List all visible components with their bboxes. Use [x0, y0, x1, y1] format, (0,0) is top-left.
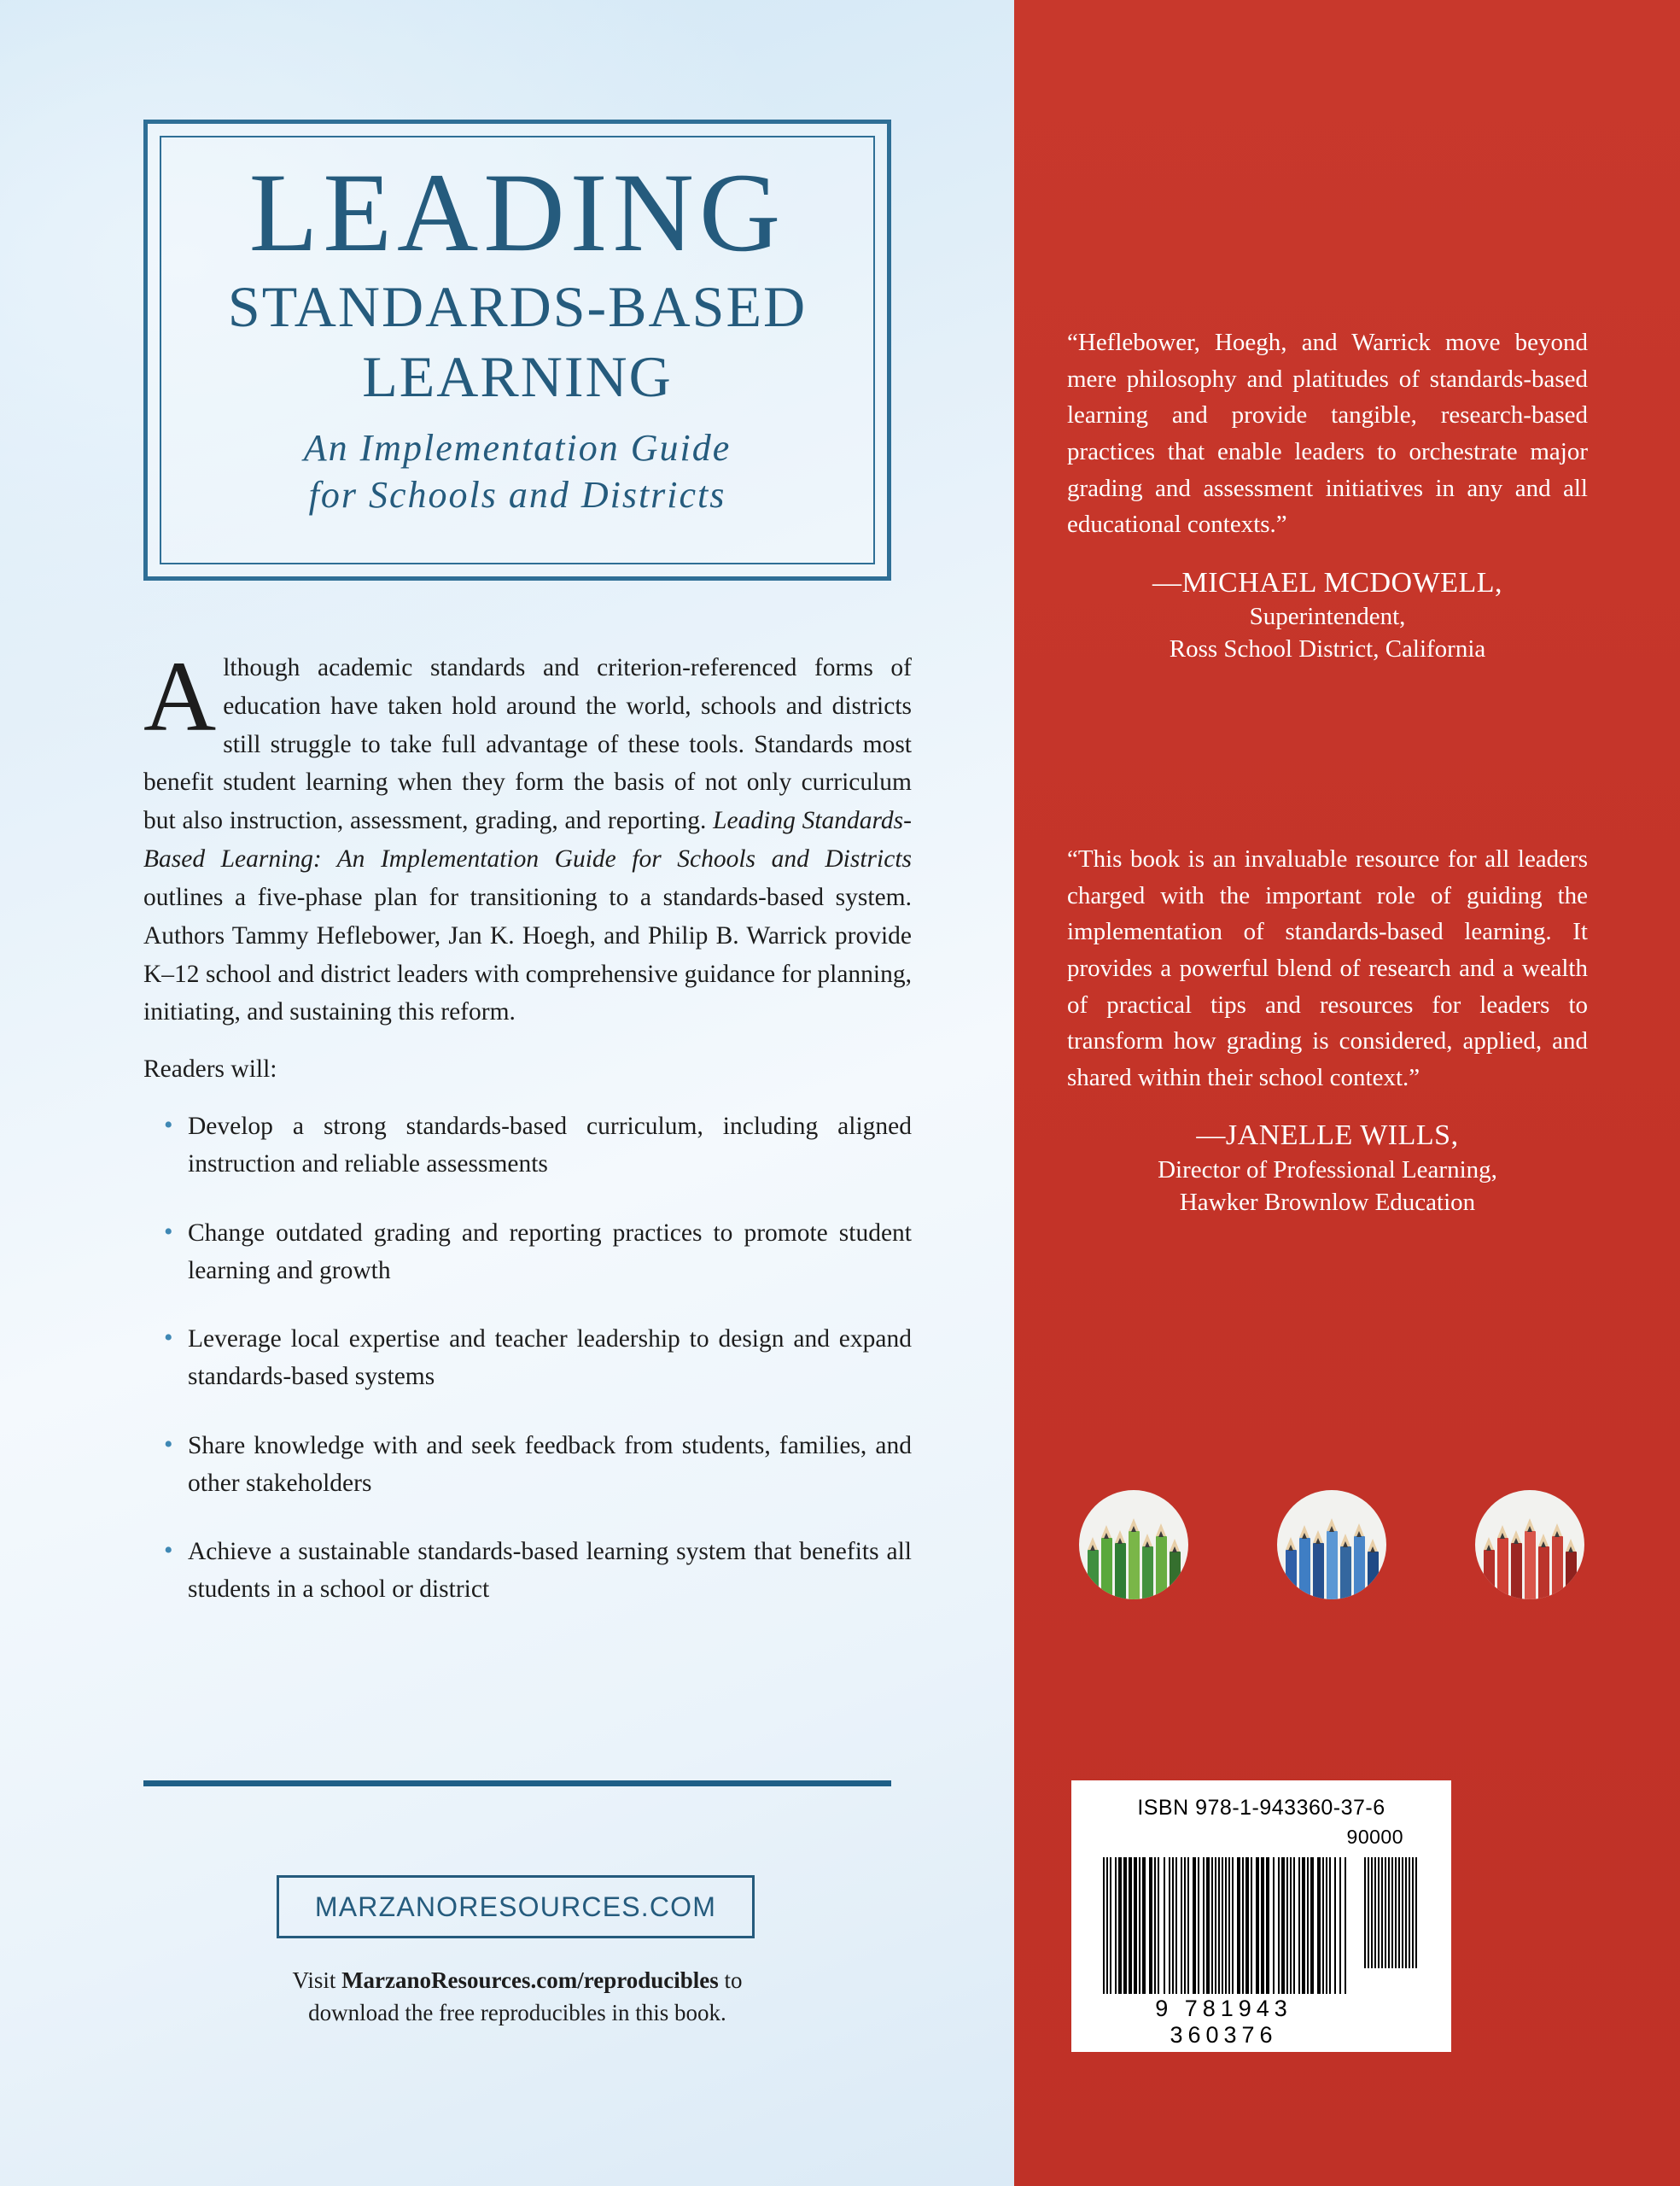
barcode-bar — [1310, 1857, 1314, 1994]
endorsement-2-attribution — [1067, 1118, 1588, 1219]
barcode-bar — [1110, 1857, 1111, 1994]
benefits-list — [143, 1108, 912, 1609]
barcode-bar — [1106, 1857, 1108, 1994]
visit-prefix: Visit — [292, 1967, 342, 1993]
pencil-icon — [1313, 1543, 1324, 1599]
pencil-icon — [1497, 1538, 1508, 1599]
pencil-icon — [1538, 1546, 1549, 1599]
pencil-icon — [1101, 1538, 1112, 1599]
barcode-bar — [1206, 1857, 1210, 1994]
pencil-icon — [1340, 1546, 1351, 1599]
list-item: • Change outdated grading and reporting practices to promote student learning and growth — [143, 1214, 912, 1290]
barcode-bar — [1302, 1857, 1305, 1994]
pencil-icon — [1552, 1536, 1563, 1599]
pencil-icon — [1088, 1550, 1099, 1599]
barcode-bar — [1322, 1857, 1324, 1994]
barcode-bar — [1169, 1857, 1170, 1994]
endorsement-1-role-1: Superintendent, — [1249, 603, 1406, 631]
pencil-icon — [1299, 1538, 1310, 1599]
barcode-bar — [1398, 1857, 1400, 1968]
publisher-logo-label: MARZANORESOURCES.COM — [314, 1891, 717, 1922]
barcode-bar — [1261, 1857, 1264, 1994]
barcode-bar — [1134, 1857, 1137, 1994]
endorsement-1-quote: “Heflebower, Hoegh, and Warrick move beyond mere philosophy and platitudes of standards-based learning and provide tangible, research-based practices that enable leaders to orchestrate major grading and assessment initiatives in any and all educational contexts.” — [1067, 329, 1588, 539]
endorsement-1-name: —MICHAEL MCDOWELL, — [1152, 566, 1503, 599]
barcode-bar — [1326, 1857, 1327, 1994]
barcode-bar — [1142, 1857, 1146, 1994]
barcode-bar — [1118, 1857, 1122, 1994]
description-text-2: outlines a five-phase plan for transitioning to a standards-based system. Authors Tammy Heflebower, Jan K. Hoegh, and Philip B. Warrick provide K–12 school and district leaders with comprehensive guidance for planning, initiating, and sustaining this reform. — [143, 883, 912, 1026]
endorsement-1-role-2: Ross School District, California — [1169, 635, 1486, 663]
barcode-bar — [1232, 1857, 1234, 1994]
barcode-bar — [1293, 1857, 1295, 1994]
right-panel — [1014, 0, 1680, 2186]
barcode-bar — [1388, 1857, 1390, 1968]
pencil-icons-row — [1067, 1490, 1596, 1601]
description-block — [143, 640, 912, 1640]
pencil-icon — [1566, 1552, 1577, 1599]
barcode-bar — [1218, 1857, 1220, 1994]
barcode-bar — [1385, 1857, 1386, 1968]
barcode-bars-addon — [1364, 1857, 1420, 1968]
barcode-bar — [1405, 1857, 1407, 1968]
pencil-icon — [1484, 1550, 1495, 1599]
barcode-bar — [1345, 1857, 1346, 1994]
barcode-bar — [1395, 1857, 1397, 1968]
pencil-icon — [1286, 1550, 1297, 1599]
endorsement-2-role-1: Director of Professional Learning, — [1158, 1155, 1497, 1184]
barcode-bar — [1193, 1857, 1196, 1994]
barcode-bar — [1317, 1857, 1321, 1994]
pencil-icon — [1511, 1543, 1522, 1599]
barcode-bar — [1256, 1857, 1259, 1994]
barcode-bar — [1334, 1857, 1336, 1994]
barcode-bar — [1339, 1857, 1341, 1994]
endorsement-1-attribution — [1067, 565, 1588, 666]
barcode-bar — [1412, 1857, 1414, 1968]
visit-line2: download the free reproducibles in this book. — [308, 2000, 726, 2026]
barcode-bar — [1184, 1857, 1186, 1994]
barcode-bar — [1415, 1857, 1417, 1968]
barcode-bar — [1329, 1857, 1331, 1994]
book-title-main: LEADING — [248, 149, 786, 275]
isbn-price-code: 90000 — [1346, 1826, 1403, 1848]
barcode-bar — [1115, 1857, 1117, 1994]
pencil-icon — [1156, 1536, 1167, 1599]
pencils-red-icon — [1475, 1490, 1584, 1599]
barcode-bar — [1381, 1857, 1383, 1968]
pencil-icon — [1327, 1531, 1338, 1599]
barcode-bar — [1172, 1857, 1174, 1994]
barcode-bar — [1164, 1857, 1165, 1994]
list-item: • Develop a strong standards-based curriculum, including aligned instruction and reliable assessments — [143, 1108, 912, 1184]
barcode-digits: 9 781943 360376 — [1155, 1996, 1292, 2048]
right-panel-content — [1067, 0, 1596, 2186]
description-paragraph — [143, 640, 912, 1032]
book-subtitle-line2: for Schools and Districts — [308, 474, 726, 517]
barcode-bar — [1129, 1857, 1132, 1994]
endorsement-2-quote: “This book is an invaluable resource for all leaders charged with the important role of guiding the implementation of standards-based learning. It provides a powerful blend of research and a wealth of practical tips and resources for leaders to transform how grading is considered, applied, and shared within their school context.” — [1067, 845, 1588, 1091]
barcode-bar — [1281, 1857, 1285, 1994]
description-text-1: lthough academic standards and criterion-referenced forms of education have taken hold around the world, schools and districts still struggle to take full advantage of these tools. Standards most benefit student learning when they form the basis of not only curriculum but also instruction, assessment, grading, and reporting. — [143, 654, 912, 835]
readers-will-label: Readers will: — [143, 1055, 277, 1084]
barcode-bar — [1154, 1857, 1156, 1994]
reproducibles-link[interactable]: MarzanoResources.com/reproducibles — [341, 1967, 719, 1993]
barcode-bar — [1225, 1857, 1227, 1994]
pencil-icon — [1525, 1531, 1536, 1599]
barcode-bar — [1215, 1857, 1216, 1994]
barcode-bar — [1374, 1857, 1376, 1968]
barcode-bar — [1222, 1857, 1223, 1994]
endorsement-2 — [1067, 841, 1588, 1219]
endorsement-2-name: —JANELLE WILLS, — [1196, 1119, 1459, 1152]
barcode-bar — [1203, 1857, 1205, 1994]
book-title-line2: STANDARDS-BASED — [227, 274, 808, 339]
barcode-bar — [1290, 1857, 1292, 1994]
left-panel-content — [143, 0, 912, 2186]
endorsement-2-role-2: Hawker Brownlow Education — [1179, 1189, 1476, 1217]
list-item: • Achieve a sustainable standards-based learning system that benefits all students in a school or district — [143, 1533, 912, 1609]
list-item: • Leverage local expertise and teacher leadership to design and expand standards-based systems — [143, 1320, 912, 1396]
barcode-bar — [1368, 1857, 1369, 1968]
barcode-bar — [1402, 1857, 1403, 1968]
divider — [143, 1780, 891, 1786]
publisher-logo — [277, 1875, 755, 1938]
barcode-bar — [1149, 1857, 1152, 1994]
endorsement-1 — [1067, 324, 1588, 666]
pencils-green-icon — [1079, 1490, 1188, 1599]
pencil-icon — [1354, 1536, 1365, 1599]
barcode-bar — [1371, 1857, 1373, 1968]
barcode-bar — [1286, 1857, 1288, 1994]
barcode-bar — [1187, 1857, 1189, 1994]
barcode-bar — [1273, 1857, 1275, 1994]
reproducibles-note — [143, 1964, 891, 2030]
isbn-number: ISBN 978-1-943360-37-6 — [1137, 1796, 1385, 1820]
barcode-bar — [1158, 1857, 1159, 1994]
barcode-bar — [1198, 1857, 1199, 1994]
pencils-blue-icon — [1277, 1490, 1386, 1599]
title-inner-frame — [160, 136, 875, 564]
barcode-bar — [1266, 1857, 1269, 1994]
barcode-bar — [1103, 1857, 1105, 1994]
barcode-bar — [1278, 1857, 1280, 1994]
barcode-bar — [1211, 1857, 1213, 1994]
barcode-bar — [1245, 1857, 1249, 1994]
barcode-bar — [1175, 1857, 1177, 1994]
barcode — [1091, 1857, 1432, 2048]
visit-suffix: to — [718, 1967, 743, 1993]
book-subtitle-line1: An Implementation Guide — [303, 427, 732, 470]
barcode-bar — [1181, 1857, 1182, 1994]
pencil-icon — [1142, 1546, 1153, 1599]
isbn-barcode-block — [1071, 1780, 1451, 2052]
barcode-bar — [1228, 1857, 1230, 1994]
pencil-icon — [1129, 1531, 1140, 1599]
barcode-bar — [1307, 1857, 1309, 1994]
list-item: • Share knowledge with and seek feedback from students, families, and other stakeholders — [143, 1427, 912, 1503]
book-title-line3: LEARNING — [362, 344, 673, 410]
barcode-bar — [1242, 1857, 1244, 1994]
pencil-icon — [1115, 1543, 1126, 1599]
barcode-bar — [1378, 1857, 1380, 1968]
barcode-bar — [1298, 1857, 1300, 1994]
barcode-bar — [1364, 1857, 1366, 1968]
drop-cap: A — [143, 640, 217, 752]
barcode-bar — [1391, 1857, 1393, 1968]
barcode-bar — [1139, 1857, 1140, 1994]
barcode-bars-main — [1103, 1857, 1347, 1994]
description-title-italic: Leading Standards-Based Learning: An Implementation Guide for Schools and Districts — [143, 807, 912, 874]
barcode-bar — [1251, 1857, 1252, 1994]
barcode-bar — [1237, 1857, 1240, 1994]
pencil-icon — [1368, 1552, 1379, 1599]
barcode-bar — [1409, 1857, 1410, 1968]
pencil-icon — [1170, 1552, 1181, 1599]
title-block — [143, 120, 891, 581]
barcode-bar — [1123, 1857, 1127, 1994]
